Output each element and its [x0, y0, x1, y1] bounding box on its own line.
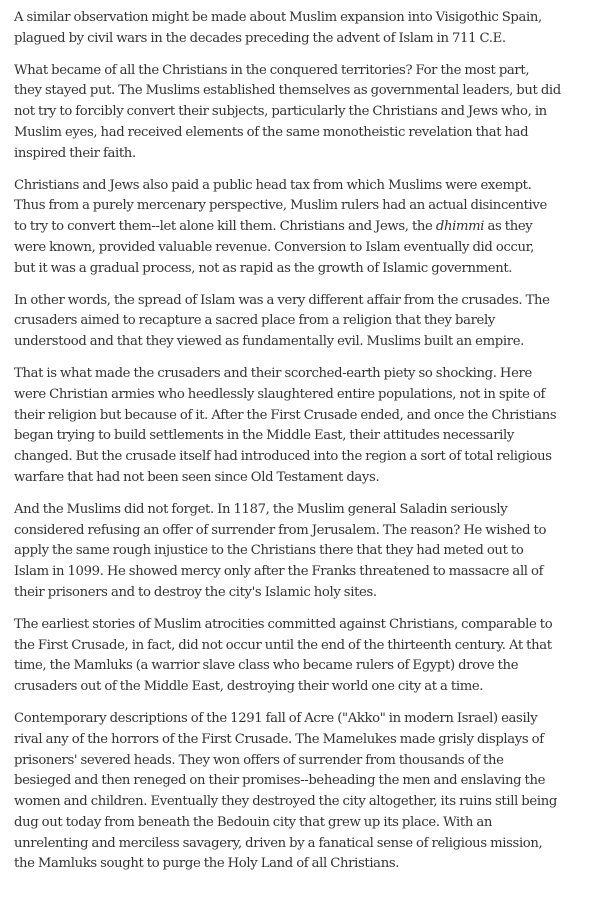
text-line: That is what made the crusaders and their scorched-earth piety so shocking. Here [14, 365, 532, 381]
paragraph [14, 61, 600, 165]
text-line: What became of all the Christians in the conquered territories? For the most part, [14, 62, 530, 78]
text-line: their prisoners and to destroy the city's Islamic holy sites. [14, 584, 377, 600]
paragraph [14, 8, 600, 50]
text-line: Thus from a purely mercenary perspective, Muslim rulers had an actual disincentive [14, 198, 547, 214]
text-line: time, the Mamluks (a warrior slave class who became rulers of Egypt) drove the [14, 658, 519, 674]
text-line: changed. But the crusade itself had introduced into the region a sort of total religious [14, 449, 552, 465]
text-line: the First Crusade, in fact, did not occur until the end of the thirteenth century. At that [14, 637, 552, 653]
paragraph [14, 176, 600, 280]
paragraph [14, 500, 600, 604]
text-line: Christians and Jews also paid a public head tax from which Muslims were exempt. [14, 177, 532, 193]
text-segment: as they [484, 219, 533, 235]
italic-term: dhimmi [435, 219, 485, 235]
text-line [14, 217, 600, 238]
text-line: prisoners' severed heads. They won offers of surrender from thousands of the [14, 752, 504, 768]
text-line: The earliest stories of Muslim atrocities committed against Christians, comparable to [14, 616, 553, 632]
text-line: not try to forcibly convert their subjects, particularly the Christians and Jews who, in [14, 104, 547, 120]
text-line: their religion but because of it. After the First Crusade ended, and once the Christians [14, 407, 557, 423]
text-line: besieged and then reneged on their promises--beheading the men and enslaving the [14, 773, 546, 789]
paragraph [14, 364, 600, 489]
text-line: unrelenting and merciless savagery, driven by a fanatical sense of religious mission, [14, 835, 543, 851]
text-line: were known, provided valuable revenue. Conversion to Islam eventually did occur, [14, 239, 534, 255]
text-line: they stayed put. The Muslims established themselves as governmental leaders, but did [14, 83, 561, 99]
text-segment: to try to convert them--let alone kill them. Christians and Jews, the [14, 219, 436, 235]
text-line: And the Muslims did not forget. In 1187, the Muslim general Saladin seriously [14, 501, 508, 517]
text-line: Islam in 1099. He showed mercy only after the Franks threatened to massacre all of [14, 564, 544, 580]
paragraph [14, 615, 600, 698]
text-line: the Mamluks sought to purge the Holy Land of all Christians. [14, 856, 400, 872]
text-line: dug out today from beneath the Bedouin city that grew up its place. With an [14, 814, 493, 830]
text-line: were Christian armies who heedlessly slaughtered entire populations, not in spite of [14, 386, 546, 402]
article-body [14, 8, 600, 886]
text-line: rival any of the horrors of the First Crusade. The Mamelukes made grisly displays of [14, 731, 544, 747]
text-line: understood and that they viewed as fundamentally evil. Muslims built an empire. [14, 334, 524, 350]
text-line: inspired their faith. [14, 145, 136, 161]
text-line: Muslim eyes, had received elements of the same monotheistic revelation that had [14, 124, 529, 140]
text-line: Contemporary descriptions of the 1291 fall of Acre ("Akko" in modern Israel) easily [14, 710, 538, 726]
text-line: considered refusing an offer of surrender from Jerusalem. The reason? He wished to [14, 522, 547, 538]
text-line: apply the same rough injustice to the Christians there that they had meted out to [14, 543, 524, 559]
paragraph [14, 291, 600, 353]
text-line: In other words, the spread of Islam was a very different affair from the crusades. The [14, 292, 550, 308]
text-line: plagued by civil wars in the decades preceding the advent of Islam in 711 C.E. [14, 30, 506, 46]
text-line: A similar observation might be made about Muslim expansion into Visigothic Spain, [14, 10, 542, 25]
text-line: but it was a gradual process, not as rapid as the growth of Islamic government. [14, 260, 513, 276]
text-line: began trying to build settlements in the Middle East, their attitudes necessarily [14, 428, 514, 444]
paragraph [14, 709, 600, 875]
text-line: crusaders out of the Middle East, destroying their world one city at a time. [14, 679, 484, 695]
text-line: warfare that had not been seen since Old Testament days. [14, 469, 380, 485]
text-line: crusaders aimed to recapture a sacred place from a religion that they barely [14, 313, 495, 329]
text-line: women and children. Eventually they destroyed the city altogether, its ruins still being [14, 794, 557, 810]
